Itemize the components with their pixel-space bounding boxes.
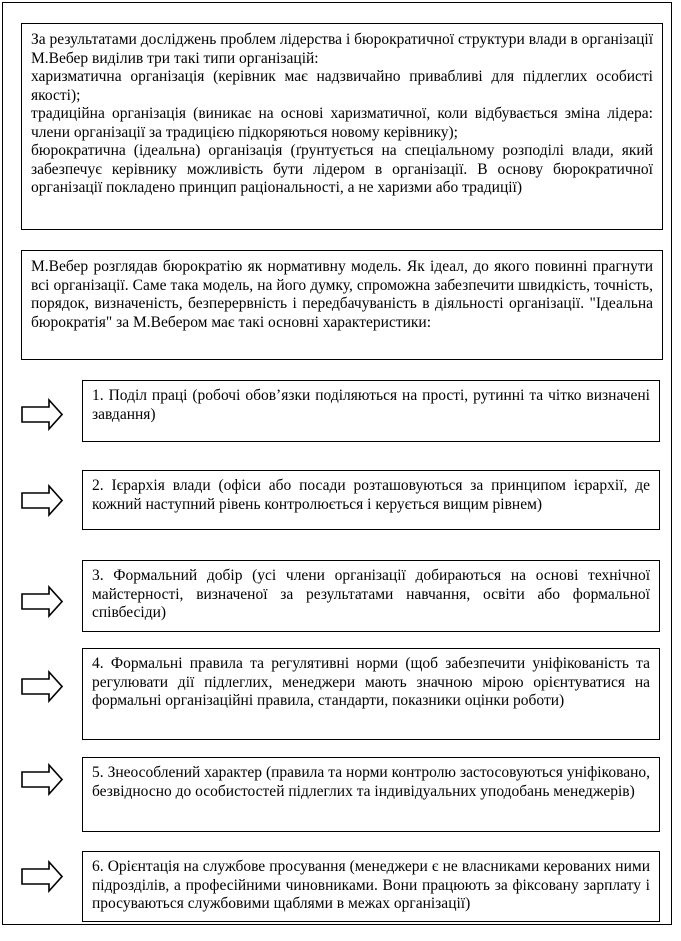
characteristic-box-3 bbox=[82, 560, 660, 632]
right-arrow-icon bbox=[21, 585, 63, 618]
intro-paragraph-1: За результатами досліджень проблем лідерства і бюрократичної структури влади в організації М.Вебер виділив три такі типи організацій: bbox=[31, 31, 653, 67]
right-arrow-icon bbox=[21, 860, 63, 893]
characteristic-box-4 bbox=[82, 648, 660, 740]
characteristic-text: 6. Орієнтація на службове просування (менеджери є не власниками керованих ними підрозділів, а професійними чиновниками. Вони працюють за фіксовану зарплату і просуваються службовими щаблями в межах організації) bbox=[92, 858, 650, 912]
characteristic-text: 4. Формальні правила та регулятивні норми (щоб забезпечити уніфікованість та регулювати дії підлеглих, менеджери мають значною мірою орієнтуватися на формальні організаційні правила, стандарти, показники оцінки роботи) bbox=[92, 655, 650, 709]
intro-text-box bbox=[21, 23, 663, 230]
intro-paragraph-4: бюрократична (ідеальна) організація (ґрунтується на спеціальному розподілі влади, який забезпечує керівнику можливість бути лідером в організації. В основу бюрократичної організації покладено принцип раціональності, а не харизми або традиції) bbox=[31, 142, 653, 196]
model-paragraph: М.Вебер розглядав бюрократію як нормативну модель. Як ідеал, до якого повинні прагнути всі організації. Саме така модель, на його думку, спроможна забезпечити швидкість, точність, порядок, визначеність, безперервність і передбачуваність в діяльності організації. "Ідеальна бюрократія" за М.Вебером має такі основні характеристики: bbox=[31, 258, 653, 331]
characteristic-text: 3. Формальний добір (усі члени організації добираються на основі технічної майстерності, визначеної за результатами навчання, освіти або формальної співбесіди) bbox=[92, 567, 650, 621]
characteristic-box-2 bbox=[82, 470, 660, 530]
right-arrow-icon bbox=[21, 484, 63, 517]
intro-paragraph-3: традиційна організація (виникає на основі харизматичної, коли відбувається зміна лідера: члени організації за традицією підкоряються новому керівнику); bbox=[31, 105, 653, 141]
characteristic-box-6 bbox=[82, 851, 660, 922]
intro-paragraph-2: харизматична організація (керівник має надзвичайно привабливі для підлеглих особисті якості); bbox=[31, 68, 653, 104]
right-arrow-icon bbox=[21, 398, 63, 431]
characteristic-box-5 bbox=[82, 757, 660, 832]
characteristic-text: 1. Поділ праці (робочі обов’язки поділяються на прості, рутинні та чітко визначені завдання) bbox=[92, 387, 650, 423]
right-arrow-icon bbox=[21, 670, 63, 703]
right-arrow-icon bbox=[21, 763, 63, 796]
characteristic-text: 5. Знеособлений характер (правила та норми контролю застосовуються уніфіковано, безвідносно до особистостей підлеглих та індивідуальних уподобань менеджерів) bbox=[92, 764, 650, 800]
characteristic-box-1 bbox=[82, 380, 660, 442]
model-text-box bbox=[21, 250, 663, 360]
characteristic-text: 2. Ієрархія влади (офіси або посади розташовуються за принципом ієрархії, де кожний наступний рівень контролюється і керується вищим рівнем) bbox=[92, 477, 650, 513]
